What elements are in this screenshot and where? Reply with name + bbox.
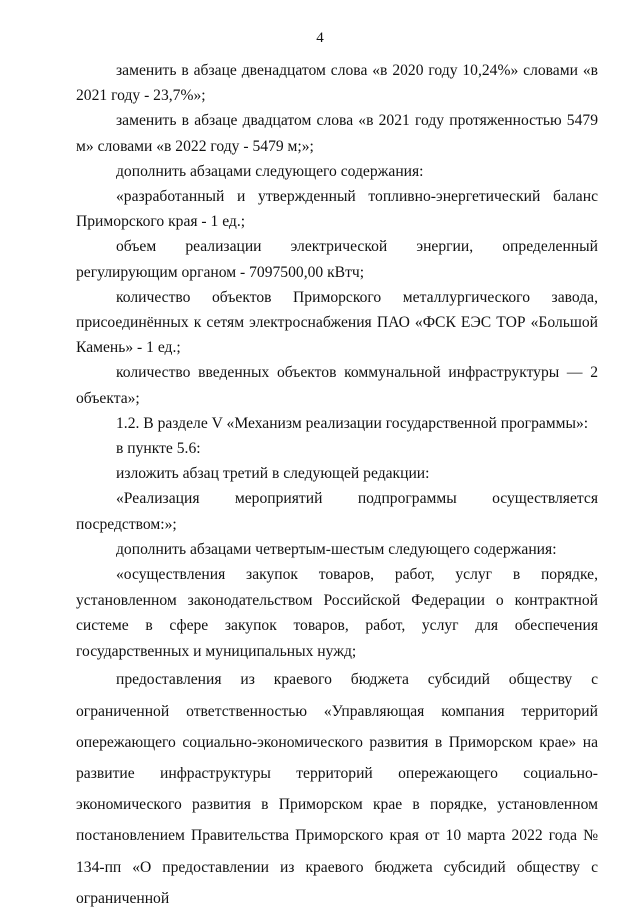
paragraph-third-abzac: изложить абзац третий в следующей редакции: <box>116 465 430 483</box>
document-body <box>76 58 598 914</box>
paragraph-fuel-balance: «разработанный и утвержденный топливно-энергетический баланс Приморского края - 1 ед.; <box>76 188 598 231</box>
paragraph-implementation: «Реализация мероприятий подпрограммы осуществляется посредством:»; <box>76 490 598 533</box>
paragraph-procurement: «осуществления закупок товаров, работ, услуг в порядке, установленном законодательством Российской Федерации о контрактной системе в сфере закупок товаров, работ, услуг для обеспечения государственных и муниципальных нужд; <box>76 566 598 660</box>
paragraph-replace-twentieth: заменить в абзаце двадцатом слова «в 2021 году протяженностью 5479 м» словами «в 2022 году - 5479 м;»; <box>76 112 598 155</box>
paragraph-utility-objects: количество введенных объектов коммунальной инфраструктуры — 2 объекта»; <box>76 364 598 407</box>
paragraph-point-5-6: в пункте 5.6: <box>116 440 201 458</box>
paragraph-electricity-volume: объем реализации электрической энергии, определенный регулирующим органом - 7097500,00 кВтч; <box>76 238 598 281</box>
paragraph-add-four-six: дополнить абзацами четвертым-шестым следующего содержания: <box>116 540 557 558</box>
paragraph-subsidies: предоставления из краевого бюджета субсидий обществу с ограниченной ответственностью «Управляющая компания территорий опережающего социально-экономического развития в Приморском крае» на развитие инфраструктуры территорий опережающего социально-экономического развития в Приморском крае в порядке, установленном постановлением Правительства Приморского края от 10 марта 2022 года № 134-пп «О предоставлении из краевого бюджета субсидий обществу с ограниченной <box>76 671 598 907</box>
paragraph-section-v: 1.2. В разделе V «Механизм реализации государственной программы»: <box>116 414 589 432</box>
paragraph-metallurgical-plant: количество объектов Приморского металлургического завода, присоединённых к сетям электроснабжения ПАО «ФСК ЕЭС ТОР «Большой Камень» - 1 ед.; <box>76 288 598 357</box>
page-number: 4 <box>316 30 324 46</box>
paragraph-replace-twelfth: заменить в абзаце двенадцатом слова «в 2020 году 10,24%» словами «в 2021 году - 23,7%»; <box>76 62 598 105</box>
paragraph-add-intro: дополнить абзацами следующего содержания: <box>116 162 424 180</box>
